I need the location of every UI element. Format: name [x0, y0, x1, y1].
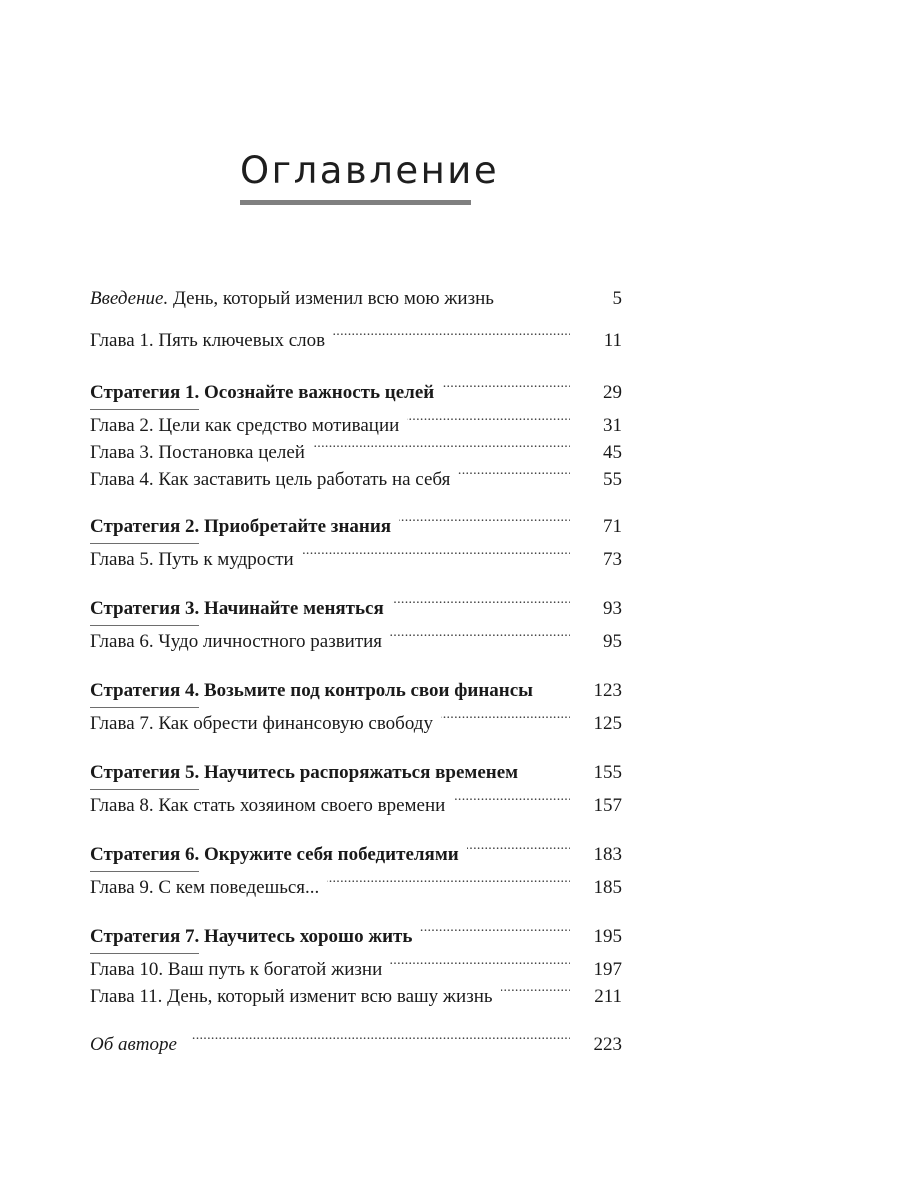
strategy-title: Возьмите под контроль свои финансы: [199, 680, 534, 701]
entry-lead-italic: Об авторе: [90, 1034, 177, 1055]
page-number: 5: [612, 288, 622, 309]
dot-leader: [399, 504, 570, 532]
toc-entry-title: [90, 327, 325, 355]
chapter-title: Глава 11. День, который изменит всю вашу жизнь: [90, 986, 493, 1007]
toc-entry-title: [90, 792, 445, 820]
strategy-title: Осознайте важность целей: [199, 382, 435, 403]
toc-entry-strategy: [90, 370, 622, 403]
dot-leader: [390, 947, 570, 975]
page-number: 123: [593, 680, 622, 701]
dot-leader: [302, 537, 570, 565]
page-number: 93: [603, 598, 622, 619]
toc-entry-strategy: [90, 668, 622, 701]
toc-entry-chapter: [90, 430, 622, 463]
dot-leader: [390, 619, 570, 647]
page-number: 31: [603, 415, 622, 436]
strategy-title: Начинайте меняться: [199, 598, 384, 619]
toc-entry-chapter: [90, 865, 622, 898]
toc-entry-title: [90, 285, 494, 313]
strategy-label: Стратегия 4.: [90, 677, 199, 705]
page-number: 55: [603, 469, 622, 490]
chapter-title: Глава 4. Как заставить цель работать на себя: [90, 469, 451, 490]
dot-leader: [458, 457, 570, 485]
dot-leader: [420, 914, 570, 942]
page-number: 95: [603, 631, 622, 652]
page-number: 183: [593, 844, 622, 865]
toc-entry-strategy: [90, 504, 622, 537]
dot-leader: [453, 783, 570, 811]
toc-entry-about: [90, 1022, 622, 1055]
toc-entry-title: [90, 874, 319, 902]
page-number: 195: [593, 926, 622, 947]
toc-entry-title: [90, 1031, 177, 1059]
dot-leader: [333, 318, 570, 346]
page-number: 125: [593, 713, 622, 734]
page-number: 155: [593, 762, 622, 783]
dot-leader: [185, 1022, 570, 1050]
toc-entry-title: [90, 628, 382, 656]
entry-lead-italic: Введение.: [90, 288, 169, 309]
strategy-title: Окружите себя победителями: [199, 844, 459, 865]
page-number: 185: [593, 877, 622, 898]
dot-leader: [467, 832, 570, 860]
chapter-title: Глава 10. Ваш путь к богатой жизни: [90, 959, 383, 980]
toc-entry-chapter: [90, 318, 622, 351]
toc-entry-strategy: [90, 914, 622, 947]
entry-text: День, который изменил всю мою жизнь: [168, 288, 494, 309]
dot-leader: [313, 430, 570, 458]
page-number: 29: [603, 382, 622, 403]
chapter-title: Глава 9. С кем поведешься...: [90, 877, 320, 898]
page-number: 223: [593, 1034, 622, 1055]
dot-leader: [442, 370, 570, 398]
strategy-label: Стратегия 3.: [90, 595, 199, 623]
toc-entry-chapter: [90, 457, 622, 490]
page-number: 73: [603, 549, 622, 570]
dot-leader: [327, 865, 570, 893]
toc-entry-title: [90, 710, 433, 738]
strategy-label: Стратегия 2.: [90, 513, 199, 541]
page-number: 211: [594, 986, 622, 1007]
toc-entry-chapter: [90, 537, 622, 570]
toc-entry-chapter: [90, 619, 622, 652]
page-number: 45: [603, 442, 622, 463]
strategy-label: Стратегия 7.: [90, 923, 199, 951]
toc-entry-title: [90, 546, 294, 574]
toc-entry-strategy: [90, 586, 622, 619]
toc-entry-chapter: [90, 701, 622, 734]
toc-entry-intro: [90, 276, 622, 309]
toc-entry-strategy: [90, 832, 622, 865]
strategy-label: Стратегия 1.: [90, 379, 199, 407]
toc-entry-chapter: [90, 974, 622, 1007]
toc-entry-chapter: [90, 403, 622, 436]
title-block: [240, 148, 500, 205]
page-number: 11: [603, 330, 622, 351]
chapter-title: Глава 3. Постановка целей: [90, 442, 305, 463]
chapter-title: Глава 8. Как стать хозяином своего времени: [90, 795, 446, 816]
strategy-title: Приобретайте знания: [199, 516, 392, 537]
strategy-label: Стратегия 5.: [90, 759, 199, 787]
chapter-title: Глава 6. Чудо личностного развития: [90, 631, 383, 652]
toc-entry-chapter: [90, 783, 622, 816]
chapter-title: Глава 2. Цели как средство мотивации: [90, 415, 400, 436]
dot-leader: [441, 701, 570, 729]
strategy-label: Стратегия 6.: [90, 841, 199, 869]
page-number: 157: [593, 795, 622, 816]
toc-entry-strategy: [90, 750, 622, 783]
dot-leader: [407, 403, 570, 431]
page-number: 71: [603, 516, 622, 537]
chapter-title: Глава 1. Пять ключевых слов: [90, 330, 326, 351]
toc-entry-title: [90, 466, 450, 494]
toc-entry-title: [90, 983, 493, 1011]
dot-leader: [392, 586, 570, 614]
dot-leader: [501, 974, 570, 1002]
page-title: Оглавление: [240, 149, 500, 192]
strategy-title: Научитесь хорошо жить: [199, 926, 413, 947]
strategy-title: Научитесь распоряжаться временем: [199, 762, 519, 783]
toc-entry-chapter: [90, 947, 622, 980]
title-underline: [240, 200, 471, 205]
chapter-title: Глава 7. Как обрести финансовую свободу: [90, 713, 433, 734]
page-number: 197: [593, 959, 622, 980]
chapter-title: Глава 5. Путь к мудрости: [90, 549, 294, 570]
